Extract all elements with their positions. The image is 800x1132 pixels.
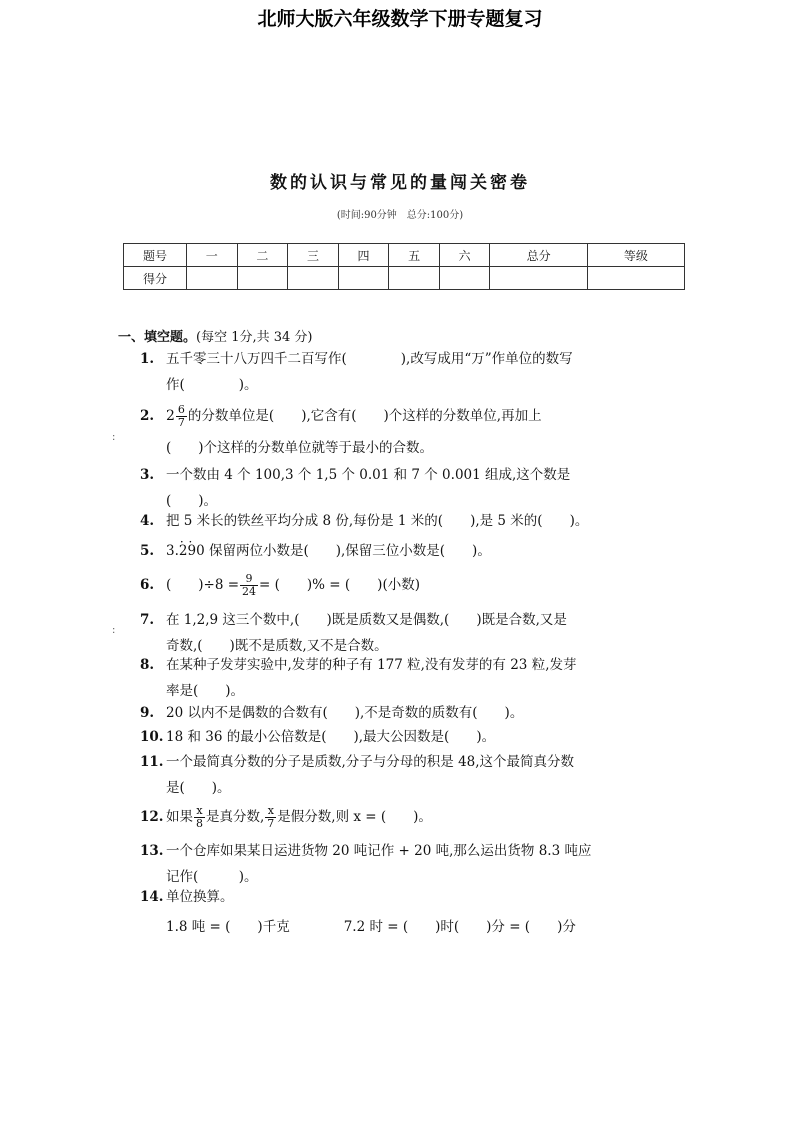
- score-table-header-row: [124, 244, 685, 267]
- question-number: 7.: [140, 612, 155, 628]
- section-title: 一、填空题。: [118, 330, 197, 345]
- decimal-prefix: 3.: [166, 543, 179, 559]
- score-cell: 三: [288, 244, 339, 267]
- question-text-part: ( )÷8 =: [166, 577, 240, 593]
- question-text: 记作( )。: [166, 869, 258, 885]
- question-13: [140, 838, 700, 890]
- score-blank-cell[interactable]: [338, 267, 389, 290]
- question-text: 五千零三十八万四千二百写作( ),改写成用“万”作单位的数写: [166, 351, 573, 367]
- section-heading: [118, 326, 313, 345]
- fraction-numerator: 6: [177, 403, 185, 416]
- question-text: [166, 403, 700, 429]
- question-text-part: 如果: [166, 809, 193, 825]
- score-cell: 二: [237, 244, 288, 267]
- score-cell: 题号: [124, 244, 187, 267]
- question-text: 20 以内不是偶数的合数有( ),不是奇数的质数有( )。: [166, 705, 524, 721]
- question-2: [140, 403, 700, 461]
- score-blank-cell[interactable]: [288, 267, 339, 290]
- score-cell: 六: [439, 244, 490, 267]
- score-blank-cell[interactable]: [490, 267, 587, 290]
- fraction-denominator: 7: [177, 416, 185, 429]
- question-text: 一个数由 4 个 100,3 个 1,5 个 0.01 和 7 个 0.001 组成,这个数是: [166, 467, 571, 483]
- score-cell: 一: [187, 244, 238, 267]
- question-text: 在 1,2,9 这三个数中,( )既是质数又是偶数,( )既是合数,又是: [166, 612, 567, 628]
- question-number: 6.: [140, 577, 155, 593]
- question-text: 单位换算。: [166, 889, 234, 905]
- question-number: 9.: [140, 705, 155, 721]
- question-text: ( )。: [166, 493, 218, 509]
- question-text: 一个最简真分数的分子是质数,分子与分母的积是 48,这个最简真分数: [166, 754, 575, 770]
- question-8: [140, 652, 700, 704]
- score-cell: 总分: [490, 244, 587, 267]
- question-1: [140, 346, 700, 398]
- fraction: [176, 404, 187, 429]
- question-text: 18 和 36 的最小公倍数是( ),最大公因数是( )。: [166, 729, 496, 745]
- score-cell: 五: [389, 244, 440, 267]
- question-text-part: = ( )% = ( )(小数): [259, 577, 420, 593]
- question-4: [140, 508, 700, 534]
- question-number: 12.: [140, 809, 164, 825]
- margin-mark: :: [112, 625, 116, 636]
- fraction-numerator: 9: [240, 573, 258, 586]
- question-text: [166, 804, 700, 830]
- question-number: 5.: [140, 543, 155, 559]
- question-number: 1.: [140, 351, 155, 367]
- fraction: [240, 573, 258, 598]
- section-note: (每空 1分,共 34 分): [196, 330, 313, 345]
- question-12: [140, 804, 700, 830]
- question-number: 10.: [140, 729, 164, 745]
- question-text-part: 是真分数,: [206, 809, 265, 825]
- question-text: 在某种子发芽实验中,发芽的种子有 177 粒,没有发芽的有 23 粒,发芽: [166, 657, 577, 673]
- exam-title: 数的认识与常见的量闯关密卷: [270, 173, 530, 193]
- question-text: ( )个这样的分数单位就等于最小的合数。: [166, 440, 434, 456]
- repeating-digit: 2 ·: [179, 543, 188, 559]
- question-text: [166, 572, 700, 598]
- fraction-denominator: 8: [196, 817, 203, 830]
- fraction: [265, 805, 276, 830]
- score-cell: 四: [338, 244, 389, 267]
- question-text-part: 是假分数,则 x = ( )。: [277, 809, 432, 825]
- question-text: 奇数,( )既不是质数,又不是合数。: [166, 638, 388, 654]
- score-table-score-row: [124, 267, 685, 290]
- score-table: [123, 243, 685, 290]
- fraction-numerator: x: [194, 805, 205, 818]
- question-text: 是( )。: [166, 780, 231, 796]
- margin-mark: :: [112, 432, 116, 443]
- question-text: 作( )。: [166, 377, 258, 393]
- mixed-number-whole: 2: [166, 408, 175, 424]
- question-number: 3.: [140, 467, 155, 483]
- question-text-part: 0 保留两位小数是( ),保留三位小数是( )。: [196, 543, 491, 559]
- score-blank-cell[interactable]: [587, 267, 684, 290]
- question-text: 一个仓库如果某日运进货物 20 吨记作 + 20 吨,那么运出货物 8.3 吨应: [166, 843, 592, 859]
- score-blank-cell[interactable]: [237, 267, 288, 290]
- fraction-denominator: 24: [242, 585, 257, 598]
- question-text: 1.8 吨 = ( )千克 7.2 时 = ( )时( )分 = ( )分: [166, 919, 576, 935]
- question-number: 8.: [140, 657, 155, 673]
- fraction: [194, 805, 205, 830]
- fraction-numerator: x: [265, 805, 276, 818]
- score-blank-cell[interactable]: [389, 267, 440, 290]
- score-blank-cell[interactable]: [439, 267, 490, 290]
- question-text: [166, 538, 700, 564]
- question-number: 14.: [140, 889, 164, 905]
- question-10: [140, 724, 700, 750]
- question-11: [140, 749, 700, 801]
- score-cell: 等级: [587, 244, 684, 267]
- question-5: [140, 538, 700, 564]
- question-9: [140, 700, 700, 726]
- question-text: 率是( )。: [166, 683, 245, 699]
- question-14: [140, 884, 700, 940]
- question-number: 4.: [140, 513, 155, 529]
- question-text-part: 的分数单位是( ),它含有( )个这样的分数单位,再加上: [187, 408, 542, 424]
- question-text: 把 5 米长的铁丝平均分成 8 份,每份是 1 米的( ),是 5 米的( )。: [166, 513, 589, 529]
- page-heading: 北师大版六年级数学下册专题复习: [257, 8, 543, 30]
- fraction-denominator: 7: [267, 817, 275, 830]
- question-3: [140, 462, 700, 514]
- question-number: 11.: [140, 754, 164, 770]
- question-number: 13.: [140, 843, 164, 859]
- score-cell: 得分: [124, 267, 187, 290]
- question-number: 2.: [140, 408, 155, 424]
- score-blank-cell[interactable]: [187, 267, 238, 290]
- repeating-digit: 9 ·: [187, 543, 196, 559]
- exam-subtitle: (时间:90分钟 总分:100分): [336, 210, 464, 221]
- question-6: [140, 572, 700, 598]
